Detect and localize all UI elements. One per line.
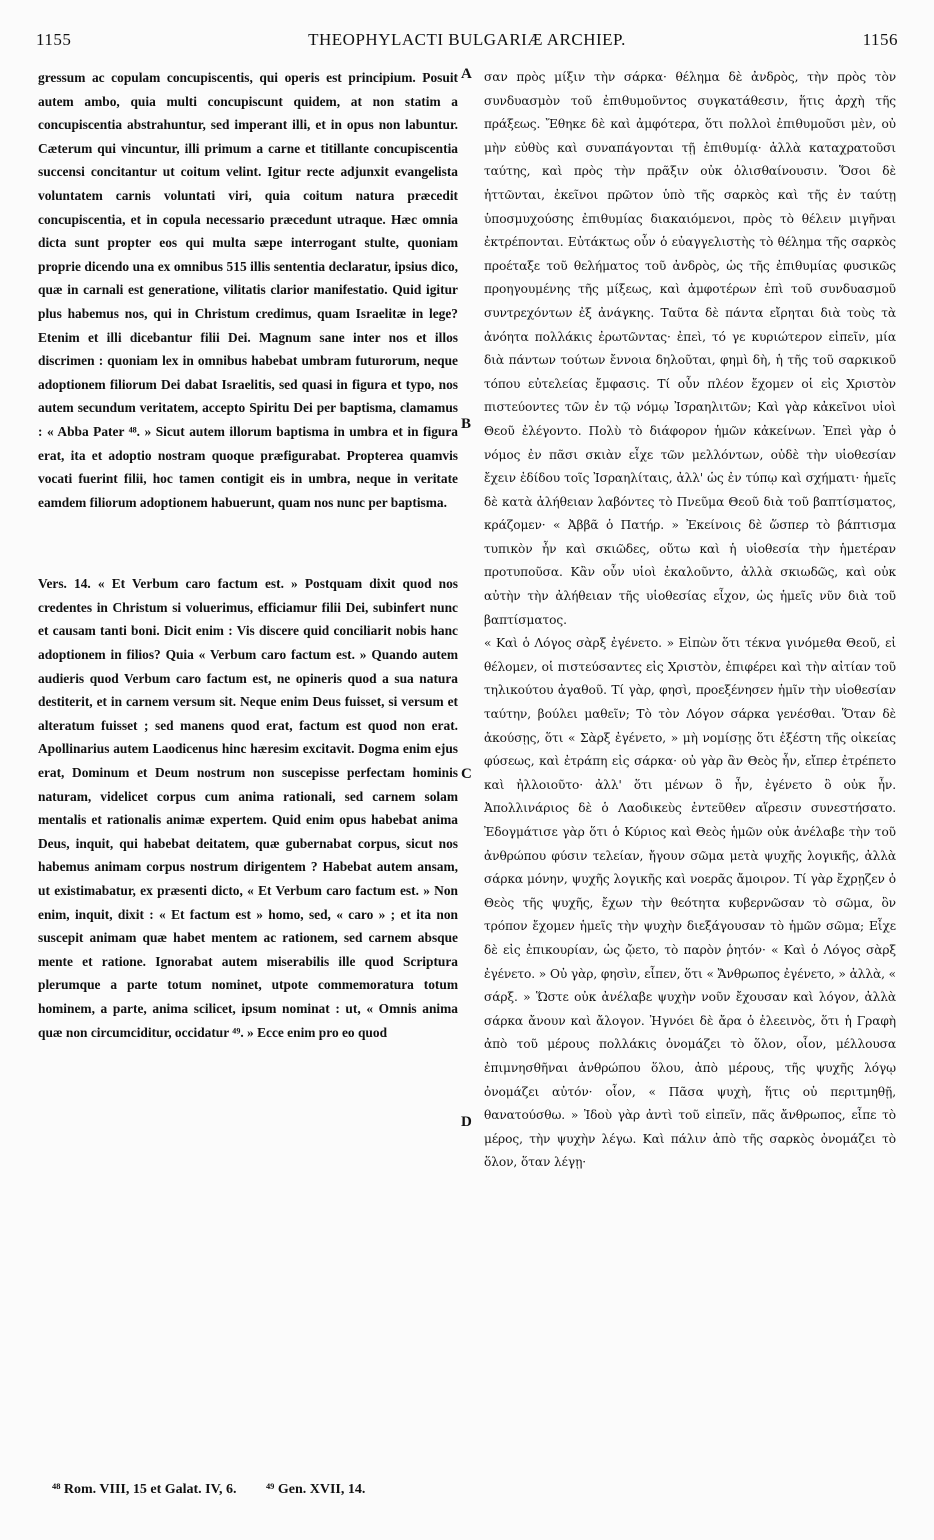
running-header (36, 30, 898, 54)
margin-letter-b: B (461, 416, 472, 432)
margin-letter-c: C (461, 766, 472, 782)
footnote-49: ⁴⁹ Gen. XVII, 14. (265, 1482, 366, 1497)
latin-paragraph-2: Vers. 14. « Et Verbum caro factum est. » Postquam dixit quod nos credentes in Christum si voluerimus, efficiamur filii Dei, subinfert nunc et causam tanti boni. Dicit enim : Vis discere quid conciliarit nobis hanc adoptionem in filios? Quia « Verbum caro factum est. » Quando autem audieris quod Verbum caro factum est, ne opineris quod a sua natura destiterit, et in carnem versum sit. Neque enim Deus fuisset, si versum et alteratum fuisset ; sed manens quod erat, factum est quod non erat. Apollinarius autem Laodicenus hinc hæresim excitavit. Dogma enim ejus erat, Dominum et Deum nostrum non suscepisse perfectam hominis naturam, videlicet corpus cum anima rationali, sed carnem solam mentalis et rationalis animæ expertem. Quid enim opus habebat anima Deus, inquit, qui habebat deitatem, quæ gubernabat corpus, sicut nos habemus animam corpus nostrum dirigentem ? Habebat autem ansam, ut existimabatur, ex præsenti dicto, « Et Verbum caro factum est. » Non enim, inquit, dixit : « Et factum est » homo, sed, « caro » ; et ita non suscepit animam quæ habet mentem ac rationem, sed carnem absque mente et ratione. Ignorabat autem miserabilis ille quod Scriptura plerumque a parte totum nominet, utpote commemoratura totum hominem, a parte, anima scilicet, ipsum nominat : ut, « Omnis anima quæ non circumciditur, occidatur ⁴⁹. » Ecce enim pro eo quod (38, 576, 458, 1040)
running-title: THEOPHYLACTI BULGARIÆ ARCHIEP. (308, 30, 626, 49)
latin-column (38, 66, 458, 1044)
latin-paragraph-1: gressum ac copulam concupiscentis, qui operis est principium. Posuit autem ambo, quia multi concupiscunt quidem, at non statim a concupiscentia abstrahuntur, sed imperant illi, et in opus non labuntur. Cæterum qui vincuntur, illi primum a carne et titillante concupiscentia succensi concitantur ut coitum velint. Igitur recte adjunxit evangelista voluntatem carnis voluntati viri, quia coitum natura præcedit concupiscentia, et in copula necessario præcedunt utraque. Hæc omnia dicta sunt propter eos qui multa sæpe interrogant stulte, quoniam proprie dicendo una ex omnibus 515 illis sententia declaratur, ipsius dico, quæ in carnali est generatione, vilitatis clarior manifestatio. Quid igitur plus habemus nos, qui in Christum credimus, quam Israelitæ in lege? Etenim et illi dicebantur filii Dei. Magnum sane inter nos et illos discrimen : quoniam lex in omnibus habebat umbram futurorum, neque adoptionem filiorum Dei dabat Israelitis, sed quasi in figura et typo, nos autem secundum veritatem, accepto Spiritu Dei per baptisma, clamamus : « Abba Pater ⁴⁸. » Sicut autem illorum baptisma in umbra et in figura erat, ita et adoptio nostram quoque præfigurabat. Propterea quamvis vocati fuerint filii, hoc tamen contigit eis in umbra, neque in veritate eamdem filiorum adoptionem habuerunt, quam nos nunc per baptisma. (38, 70, 458, 510)
footnote-48: ⁴⁸ Rom. VIII, 15 et Galat. IV, 6. (52, 1482, 237, 1497)
page-number-left: 1155 (36, 30, 72, 49)
margin-letter-d: D (461, 1114, 472, 1130)
page-number-right: 1156 (862, 30, 898, 49)
greek-paragraph-2: « Καὶ ὁ Λόγος σὰρξ ἐγένετο. » Εἰπὼν ὅτι τέκνα γινόμεθα Θεοῦ, εἰ θέλομεν, οἱ πιστεύσαντες εἰς Χριστὸν, ἐπιφέρει καὶ τὴν αἰτίαν τοῦ τηλικούτου ἀγαθοῦ. Τί γὰρ, φησὶ, προεξένησεν ἡμῖν τὴν υἱοθεσίαν ταύτην, βούλει μαθεῖν; Τὸ τὸν Λόγον σάρκα γενέσθαι. Ὅταν δὲ ἀκούσῃς, ὅτι « Σὰρξ ἐγένετο, » μὴ νομίσῃς ὅτι ἐξέστη τῆς οἰκείας φύσεως, καὶ ἐτράπη εἰς σάρκα· οὐ γὰρ ἂν Θεὸς ἦν, εἴπερ ἐτρέπετο καὶ ἠλλοιοῦτο· ἀλλ' ὅτι μένων ὃ ἦν, ἐγένετο ὃ οὐκ ἦν. Ἀπολλινάριος δὲ ὁ Λαοδικεὺς ἐντεῦθεν αἵρεσιν συνεστήσατο. Ἐδογμάτισε γὰρ ὅτι ὁ Κύριος καὶ Θεὸς ἡμῶν οὐκ ἀνέλαβε τὴν τοῦ ἀνθρώπου φύσιν τελείαν, ἤγουν σῶμα μετὰ ψυχῆς λογικῆς, ἀλλὰ σάρκα μόνην, ψυχῆς λογικῆς καὶ νοερᾶς ἄμοιρον. Τί γὰρ ἔχρῃζεν ὁ Θεὸς τῆς ψυχῆς, ἔχων τὴν θεότητα κυβερνῶσαν τὸ σῶμα, ὃν τρόπον ἔχομεν ἡμεῖς τὴν ψυχὴν διεξάγουσαν τὸ ἡμῶν σῶμα; Εἶχε δὲ εἰς ἐπικουρίαν, ὡς ᾤετο, τὸ παρὸν ῥητόν· « Καὶ ὁ Λόγος σὰρξ ἐγένετο. » Οὐ γὰρ, φησὶν, εἶπεν, ὅτι « Ἄνθρωπος ἐγένετο, » ἀλλὰ, « σάρξ. » Ὥστε οὐκ ἀνέλαβε ψυχὴν νοῦν ἔχουσαν καὶ λόγον, ἀλλὰ σάρκα ἄνουν καὶ ἄλογον. Ἠγνόει δὲ ἄρα ὁ ἐλεεινὸς, ὅτι ἡ Γραφὴ ἀπὸ τοῦ μέρους πολλάκις ὀνομάζει τὸ ὅλον, οἷον, μέλλουσα ἐπιμνησθῆναι ἀνθρώπου ὅλου, ἀπὸ μέρους, τῆς ψυχῆς λόγῳ ὀνομάζει αὐτόν· οἷον, « Πᾶσα ψυχὴ, ἥτις οὐ περιτμηθῇ, θανατούσθω. » Ἰδοὺ γὰρ ἀντὶ τοῦ εἰπεῖν, πᾶς ἄνθρωπος, εἶπε τὸ μέρος, τὴν ψυχὴν λέγω. Καὶ πάλιν ἀπὸ τῆς σαρκὸς ὀνομάζει τὸ ὅλον, ὅταν λέγῃ· (484, 636, 896, 1170)
greek-column (484, 66, 896, 1175)
footnotes (52, 1482, 391, 1498)
margin-letter-a: A (461, 66, 472, 82)
greek-paragraph-1: σαν πρὸς μίξιν τὴν σάρκα· θέλημα δὲ ἀνδρὸς, τὴν πρὸς τὸν συνδυασμὸν τοῦ ἐπιθυμοῦντος συγκατάθεσιν, ἥτις ἀρχὴ τῆς πράξεως. Ἔθηκε δὲ καὶ ἀμφότερα, ὅτι πολλοὶ ἐπιθυμοῦσι μὲν, οὐ μὴν εὐθὺς καὶ συναπάγονται τῇ ἐπιθυμίᾳ· ἀλλὰ καταχρατοῦσι ταύτης, καὶ πρὸς τὴν πρᾶξιν οὐκ ὀλισθαίνουσιν. Ὅσοι δὲ ἡττῶνται, ἐκεῖνοι πρῶτον ὑπὸ τῆς σαρκὸς καὶ τῆς ἐν ταύτῃ ὑποσμυχούσης ἐπιθυμίας διακαιόμενοι, πρὸς τὸ θέλειν μιγῆναι ἐκτρέπονται. Εὐτάκτως οὖν ὁ εὐαγγελιστὴς τὸ θέλημα τῆς σαρκὸς προέταξε τοῦ θελήματος τοῦ ἀνδρὸς, ὡς τῆς ἐπιθυμίας φυσικῶς προηγουμένης τῆς μίξεως, καὶ ἀμφοτέρων ἐπὶ τοῦ συνδυασμοῦ συντρεχόντων ἐξ ἀνάγκης. Ταῦτα δὲ πάντα εἴρηται διὰ τοὺς τὰ ἀνόητα πολλάκις ἐρωτῶντας· ἐπεὶ, τό γε κυριώτερον εἰπεῖν, μία διὰ πάντων τούτων ἔννοια δηλοῦται, φημὶ δὴ, ἡ τῆς τοῦ σαρκικοῦ τόπου εὐτελείας ἔμφασις. Τί οὖν πλέον ἔχομεν οἱ εἰς Χριστὸν πιστεύοντες τῶν ἐν τῷ νόμῳ Ἰσραηλιτῶν; Καὶ γὰρ κἀκεῖνοι υἱοὶ Θεοῦ ἐλέγοντο. Πολὺ τὸ διάφορον ἡμῶν κἀκείνων. Ἐπεὶ γὰρ ὁ νόμος ἐν πᾶσι σκιὰν εἶχε τῶν μελλόντων, οὐδὲ τὴν υἱοθεσίαν ἔχειν ἐδίδου τοῖς Ἰσραηλίταις, ἀλλ' ὡς ἐν τύπῳ καὶ σχήματι· ἡμεῖς δὲ κατὰ ἀλήθειαν λαβόντες τὸ Πνεῦμα Θεοῦ διὰ τοῦ βαπτίσματος, κράζομεν· « Ἀββᾶ ὁ Πατήρ. » Ἐκείνοις δὲ ὥσπερ τὸ βάπτισμα τυπικὸν ἦν καὶ σκιῶδες, οὕτω καὶ ἡ υἱοθεσία τὴν ἡμετέραν προτυποῦσα. Κἂν οὖν υἱοὶ ἐκαλοῦντο, ἀλλὰ σκιωδῶς, καὶ οὐκ αὐτὴν τὴν ἀλήθειαν τῆς υἱοθεσίας εἶχον, ὡς ἡμεῖς νῦν διὰ τοῦ βαπτίσματος. (484, 70, 896, 627)
